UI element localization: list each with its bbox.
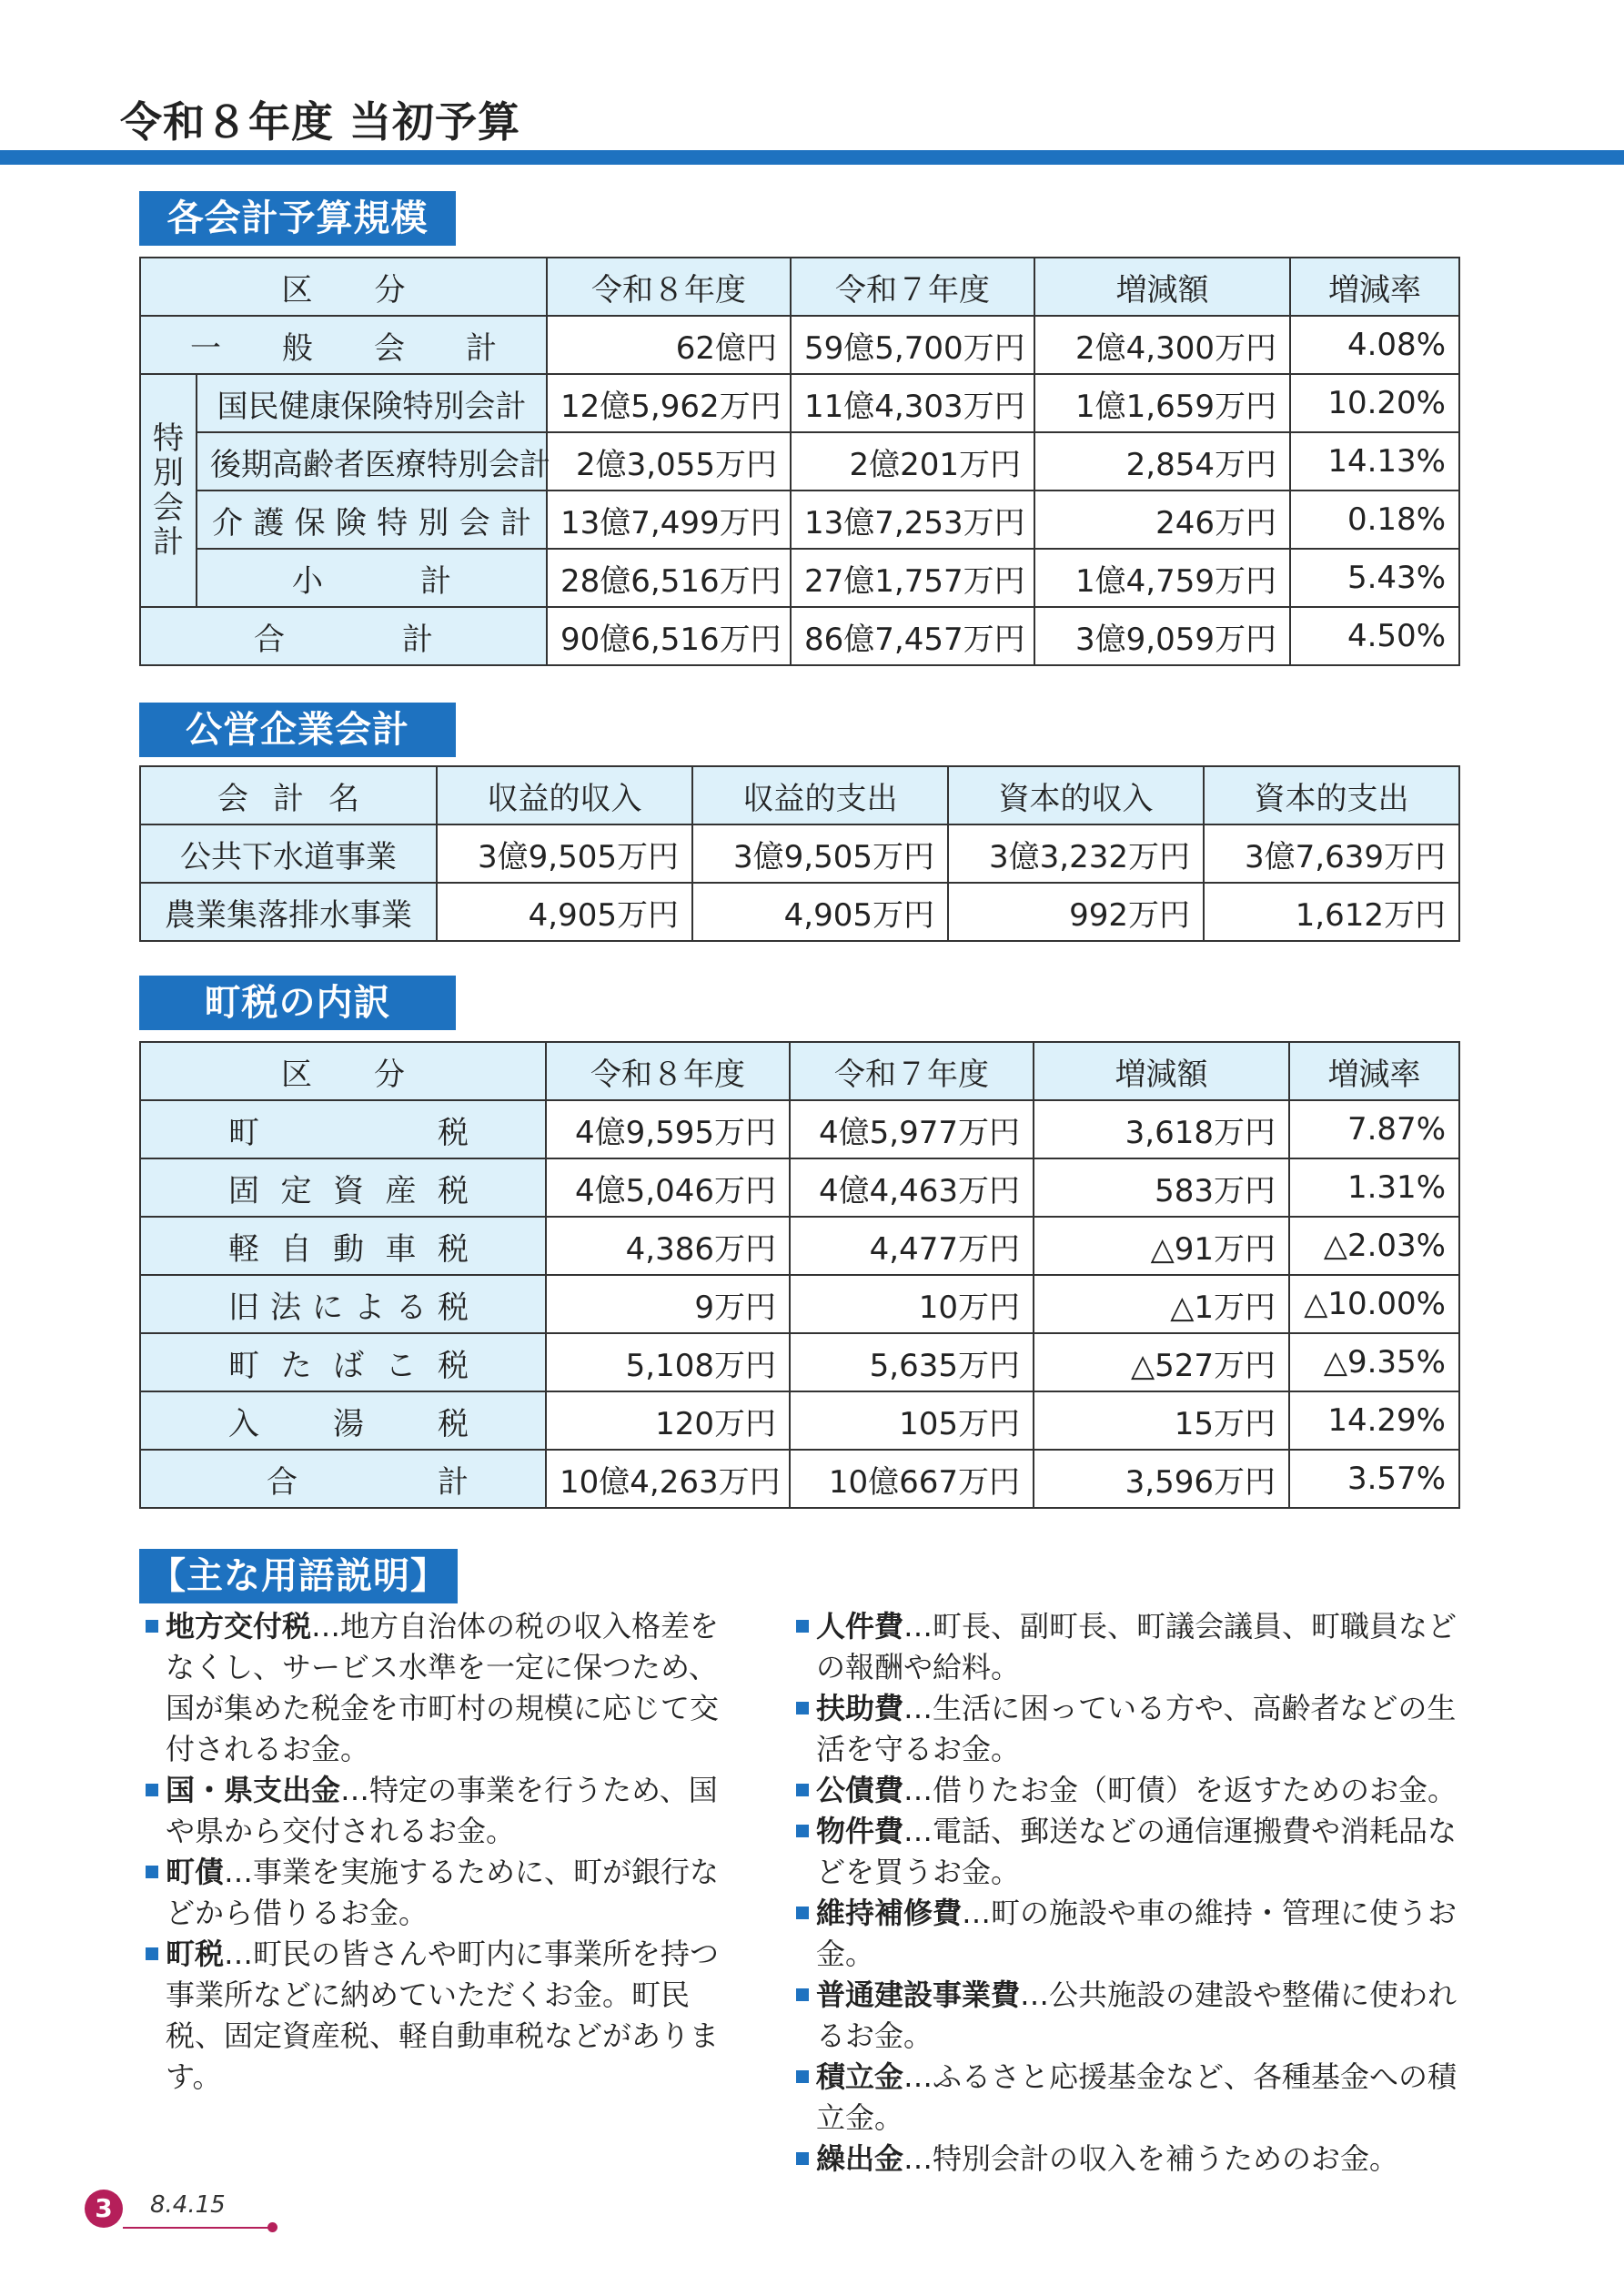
value-cell: 1億4,759万円 <box>1034 549 1290 607</box>
row-label: 後期高齢者医療特別会計 <box>197 432 547 491</box>
glossary-desc: …町民の皆さんや町内に事業所を持つ事業所などに納めていただくお金。町民税、固定資産税、軽自動車税などがあります。 <box>166 1937 720 2094</box>
row-label: 国民健康保険特別会計 <box>197 374 547 432</box>
value-cell: 3億9,059万円 <box>1034 607 1290 665</box>
table-row <box>140 1217 1459 1275</box>
value-cell: 246万円 <box>1034 491 1290 549</box>
group-char: 特 <box>153 420 184 457</box>
glossary-term: 町債 <box>166 1855 225 1889</box>
value-cell: 15万円 <box>1034 1391 1289 1450</box>
header-cell: 区 分 <box>140 258 547 316</box>
value-cell: 86億7,457万円 <box>791 607 1034 665</box>
value-cell: 10億667万円 <box>790 1450 1034 1508</box>
value-cell: 992万円 <box>948 883 1204 941</box>
header-cell: 増減率 <box>1289 1042 1459 1100</box>
group-char: 計 <box>153 524 184 561</box>
row-label <box>197 549 547 607</box>
label-char: に <box>312 1289 343 1326</box>
section-label-enterprise: 公営企業会計 <box>139 703 456 757</box>
value-cell: 3億3,232万円 <box>948 824 1204 883</box>
table-row-subtotal <box>140 549 1459 607</box>
header-cell <box>140 766 437 824</box>
glossary-item <box>796 1811 1460 1893</box>
value-cell: 10万円 <box>790 1275 1034 1333</box>
row-label: 公共下水道事業 <box>140 824 437 883</box>
footer-rule <box>123 2227 273 2229</box>
section-label-tax: 町税の内訳 <box>139 976 456 1030</box>
label-char: 入 <box>228 1405 259 1442</box>
footer-dot <box>267 2222 277 2232</box>
value-cell: 2億3,055万円 <box>547 432 791 491</box>
label-char: 計 <box>273 780 304 817</box>
label-char: 町 <box>228 1347 259 1384</box>
glossary-left-column <box>146 1606 728 2098</box>
glossary-item <box>796 2057 1460 2139</box>
square-bullet-icon <box>146 1947 158 1960</box>
glossary-desc: …町長、副町長、町議会議員、町職員などの報酬や給料。 <box>816 1609 1458 1684</box>
value-cell: 1,612万円 <box>1204 883 1459 941</box>
budget-table <box>139 257 1460 666</box>
value-cell: 28億6,516万円 <box>547 549 791 607</box>
value-cell: 13億7,253万円 <box>791 491 1034 549</box>
value-cell: 7.87% <box>1289 1100 1459 1158</box>
square-bullet-icon <box>796 1784 809 1796</box>
value-cell: 3,596万円 <box>1034 1450 1289 1508</box>
glossary-desc: …特別会計の収入を補うためのお金。 <box>903 2141 1399 2176</box>
value-cell: 3,618万円 <box>1034 1100 1289 1158</box>
square-bullet-icon <box>796 1907 809 1919</box>
glossary-right-column <box>796 1606 1460 2180</box>
group-char: 別 <box>153 455 184 491</box>
value-cell: 59億5,700万円 <box>791 316 1034 374</box>
label-char: 般 <box>282 329 313 367</box>
row-label <box>140 1333 546 1391</box>
label-char: 合 <box>254 621 285 658</box>
label-char: 合 <box>267 1463 298 1501</box>
header-cell: 増減率 <box>1290 258 1459 316</box>
square-bullet-icon <box>796 2152 809 2165</box>
square-bullet-icon <box>146 1866 158 1878</box>
label-char: た <box>280 1347 312 1384</box>
glossary-desc: …生活に困っている方や、高齢者などの生活を守るお金。 <box>816 1691 1457 1766</box>
row-label <box>140 1391 546 1450</box>
label-char: 動 <box>333 1230 364 1268</box>
value-cell: 62億円 <box>547 316 791 374</box>
header-cell: 増減額 <box>1034 258 1290 316</box>
label-char: 一 <box>190 329 221 367</box>
glossary-term: 地方交付税 <box>166 1609 312 1644</box>
value-cell: △9.35% <box>1289 1333 1459 1391</box>
section-label-budget: 各会計予算規模 <box>139 191 456 246</box>
label-char: 税 <box>438 1230 469 1268</box>
glossary-item <box>796 1606 1460 1688</box>
label-char: 町 <box>228 1114 259 1151</box>
value-cell: 3億9,505万円 <box>692 824 948 883</box>
value-cell: 4億4,463万円 <box>790 1158 1034 1217</box>
label-char: 軽 <box>228 1230 259 1268</box>
table-row-total <box>140 1450 1459 1508</box>
glossary-item <box>146 1934 728 2098</box>
issue-date: 8.4.15 <box>150 2191 226 2219</box>
table-row <box>140 1158 1459 1217</box>
header-cell: 収益的支出 <box>692 766 948 824</box>
table-row-special <box>140 432 1459 491</box>
value-cell: 583万円 <box>1034 1158 1289 1217</box>
label-char: よ <box>354 1289 385 1326</box>
value-cell: 4,905万円 <box>437 883 692 941</box>
label-char: 定 <box>280 1172 312 1209</box>
table-row-total <box>140 607 1459 665</box>
value-cell: 27億1,757万円 <box>791 549 1034 607</box>
value-cell: 11億4,303万円 <box>791 374 1034 432</box>
header-cell: 区 分 <box>140 1042 546 1100</box>
glossary-item <box>796 1770 1460 1811</box>
label-char: 護 <box>253 504 285 541</box>
label-char: 計 <box>402 621 433 658</box>
value-cell: 5.43% <box>1290 549 1459 607</box>
page-number-badge: 3 <box>85 2190 123 2228</box>
value-cell: 120万円 <box>546 1391 790 1450</box>
value-cell: △1万円 <box>1034 1275 1289 1333</box>
table-row <box>140 1333 1459 1391</box>
glossary-item <box>796 1688 1460 1770</box>
value-cell: 14.13% <box>1290 432 1459 491</box>
value-cell: 4億9,595万円 <box>546 1100 790 1158</box>
label-char: ば <box>333 1347 364 1384</box>
value-cell: 0.18% <box>1290 491 1459 549</box>
square-bullet-icon <box>796 1988 809 2001</box>
value-cell: 105万円 <box>790 1391 1034 1450</box>
label-char: 会 <box>217 780 248 817</box>
value-cell: 2,854万円 <box>1034 432 1290 491</box>
square-bullet-icon <box>796 1620 809 1633</box>
value-cell: 9万円 <box>546 1275 790 1333</box>
header-cell: 収益的収入 <box>437 766 692 824</box>
table-row-general <box>140 316 1459 374</box>
value-cell: 4.50% <box>1290 607 1459 665</box>
value-cell: 4.08% <box>1290 316 1459 374</box>
group-char: 会 <box>153 490 184 526</box>
glossary-term: 維持補修費 <box>816 1896 963 1930</box>
value-cell: 3億9,505万円 <box>437 824 692 883</box>
label-char: 湯 <box>333 1405 364 1442</box>
value-cell: △10.00% <box>1289 1275 1459 1333</box>
special-group-label <box>140 374 197 607</box>
glossary-term: 普通建設事業費 <box>816 1977 1021 2012</box>
value-cell: 1億1,659万円 <box>1034 374 1290 432</box>
row-label <box>140 1450 546 1508</box>
table-row <box>140 883 1459 941</box>
label-char: 介 <box>212 504 243 541</box>
header-cell: 令和８年度 <box>546 1042 790 1100</box>
glossary-term: 町税 <box>166 1937 225 1971</box>
glossary-term: 物件費 <box>816 1814 904 1848</box>
label-char: 計 <box>438 1463 469 1501</box>
value-cell: △527万円 <box>1034 1333 1289 1391</box>
label-char: 税 <box>438 1347 469 1384</box>
label-char: 資 <box>333 1172 364 1209</box>
table-row-special <box>140 491 1459 549</box>
glossary-desc: …ふるさと応援基金など、各種基金への積立金。 <box>816 2059 1458 2135</box>
header-cell: 資本的支出 <box>1204 766 1459 824</box>
value-cell: 90億6,516万円 <box>547 607 791 665</box>
value-cell: 4,905万円 <box>692 883 948 941</box>
glossary-term: 国・県支出金 <box>166 1773 341 1807</box>
table-row <box>140 1275 1459 1333</box>
label-char: 険 <box>335 504 367 541</box>
row-label <box>140 1100 546 1158</box>
glossary-desc: …町の施設や車の維持・管理に使うお金。 <box>816 1896 1458 1971</box>
glossary-item <box>146 1770 728 1852</box>
table-row <box>140 824 1459 883</box>
table-header-row <box>140 766 1459 824</box>
label-char: 旧 <box>228 1289 259 1326</box>
label-char: 特 <box>377 504 409 541</box>
square-bullet-icon <box>796 1825 809 1837</box>
row-label <box>140 1275 546 1333</box>
header-cell: 令和７年度 <box>791 258 1034 316</box>
label-char: 税 <box>438 1289 469 1326</box>
title-rule <box>0 150 1624 165</box>
table-row <box>140 1391 1459 1450</box>
label-char: 固 <box>228 1172 259 1209</box>
glossary-desc: …電話、郵送などの通信運搬費や消耗品などを買うお金。 <box>816 1814 1458 1889</box>
glossary-desc: …地方自治体の税の収入格差をなくし、サービス水準を一定に保つため、国が集めた税金を市町村の規模に応じて交付されるお金。 <box>166 1609 720 1766</box>
glossary-term: 積立金 <box>816 2059 904 2094</box>
table-row <box>140 1100 1459 1158</box>
value-cell: 5,635万円 <box>790 1333 1034 1391</box>
page-title: 令和８年度 当初予算 <box>120 97 521 147</box>
row-label <box>197 491 547 549</box>
section-label-glossary: 【主な用語説明】 <box>139 1549 458 1603</box>
glossary-item <box>796 1975 1460 2057</box>
glossary-item <box>146 1606 728 1770</box>
glossary-term: 人件費 <box>816 1609 904 1644</box>
value-cell: 3億7,639万円 <box>1204 824 1459 883</box>
value-cell: 1.31% <box>1289 1158 1459 1217</box>
value-cell: 2億4,300万円 <box>1034 316 1290 374</box>
label-char: 車 <box>385 1230 417 1268</box>
label-char: 別 <box>418 504 449 541</box>
label-char: 保 <box>294 504 326 541</box>
value-cell: 4億5,977万円 <box>790 1100 1034 1158</box>
label-char: 税 <box>438 1405 469 1442</box>
label-char: 税 <box>438 1172 469 1209</box>
value-cell: 10.20% <box>1290 374 1459 432</box>
glossary-item <box>796 1893 1460 1975</box>
table-header-row <box>140 258 1459 316</box>
label-char: 計 <box>499 504 531 541</box>
value-cell: 2億201万円 <box>791 432 1034 491</box>
row-label <box>140 1217 546 1275</box>
value-cell: △2.03% <box>1289 1217 1459 1275</box>
value-cell: 12億5,962万円 <box>547 374 791 432</box>
value-cell: 14.29% <box>1289 1391 1459 1450</box>
value-cell: 4,386万円 <box>546 1217 790 1275</box>
label-char: こ <box>385 1347 417 1384</box>
value-cell: 5,108万円 <box>546 1333 790 1391</box>
enterprise-table <box>139 765 1460 942</box>
label-char: る <box>396 1289 427 1326</box>
glossary-desc: …特定の事業を行うため、国や県から交付されるお金。 <box>166 1773 718 1848</box>
tax-table <box>139 1041 1460 1509</box>
glossary-item <box>796 2139 1460 2180</box>
square-bullet-icon <box>796 2070 809 2083</box>
square-bullet-icon <box>146 1620 158 1633</box>
label-char: 会 <box>459 504 490 541</box>
value-cell: 3.57% <box>1289 1450 1459 1508</box>
value-cell: 10億4,263万円 <box>546 1450 790 1508</box>
square-bullet-icon <box>146 1784 158 1796</box>
label-char: 名 <box>328 780 359 817</box>
square-bullet-icon <box>796 1702 809 1714</box>
header-cell: 増減額 <box>1034 1042 1289 1100</box>
value-cell: 4,477万円 <box>790 1217 1034 1275</box>
label-char: 小 <box>292 562 323 600</box>
glossary-desc: …借りたお金（町債）を返すためのお金。 <box>903 1773 1458 1807</box>
row-label <box>140 316 547 374</box>
table-header-row <box>140 1042 1459 1100</box>
row-label <box>140 607 547 665</box>
label-char: 自 <box>280 1230 312 1268</box>
label-char: 法 <box>270 1289 301 1326</box>
value-cell: 13億7,499万円 <box>547 491 791 549</box>
label-char: 計 <box>466 329 497 367</box>
value-cell: △91万円 <box>1034 1217 1289 1275</box>
glossary-desc: …公共施設の建設や整備に使われるお金。 <box>816 1977 1458 2053</box>
row-label <box>140 1158 546 1217</box>
row-label: 農業集落排水事業 <box>140 883 437 941</box>
header-cell: 令和７年度 <box>790 1042 1034 1100</box>
value-cell: 4億5,046万円 <box>546 1158 790 1217</box>
glossary-term: 繰出金 <box>816 2141 904 2176</box>
label-char: 産 <box>385 1172 417 1209</box>
glossary-term: 公債費 <box>816 1773 904 1807</box>
header-cell: 令和８年度 <box>547 258 791 316</box>
table-row-special <box>140 374 1459 432</box>
glossary-item <box>146 1852 728 1934</box>
header-cell: 資本的収入 <box>948 766 1204 824</box>
glossary-term: 扶助費 <box>816 1691 904 1725</box>
label-char: 会 <box>374 329 405 367</box>
label-char: 税 <box>438 1114 469 1151</box>
label-char: 計 <box>420 562 451 600</box>
glossary-desc: …事業を実施するために、町が銀行などから借りるお金。 <box>166 1855 720 1930</box>
